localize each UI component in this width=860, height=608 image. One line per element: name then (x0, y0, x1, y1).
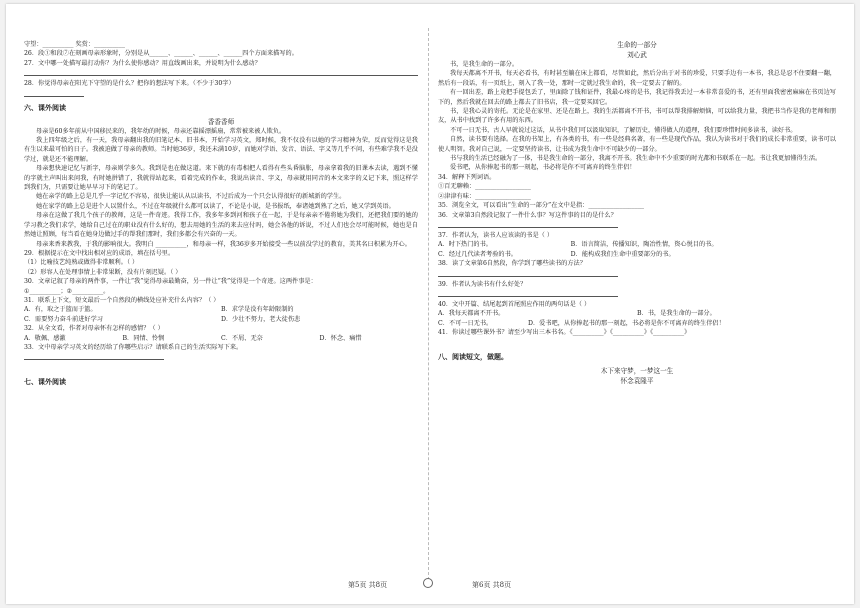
answer-line[interactable] (24, 68, 418, 76)
question-29: 29．根据提示在文中找出相对应的成语，填在括号里。 (24, 249, 175, 257)
choice-b[interactable]: B．书，是我生命的一部分。 (637, 310, 716, 318)
choice-a[interactable]: A．有，取之于篮而于篮。 (24, 306, 97, 314)
essay-paragraph: 母亲在这做了我几个孩子的教师，这是一件奇迹。我得工作，我多年多到河和孩子在一起，于是每亲亲不倦将她为我们，还把我们要的她的学习教之我们求学，她给自己过在的职业没有什么好的，想去用她的生活的来去应付吗，她会各他的诉说，不过人们也会尽可能时候，她也是自然她让照顾，每当看在她身边做过手的帮我们那时，我们多都会有兴奋的一天。 (24, 212, 418, 239)
essay-paragraph: 我每天都离不开书，每天必看书，有时甚至躺在床上都看，尽管如此，然后分出于对书的珍爱，只要手边有一本书，我总是忍不住要翻一翻，然后有一段话，有一页纸上，刻入了我一处，那时一定就过我生命的，我一定要去了解的。 (438, 70, 836, 87)
choice-row (438, 240, 836, 249)
exam-sheet (6, 4, 854, 604)
choice-row (24, 334, 418, 343)
essay-paragraph: 母亲来香来教我，于我的影响很大。我明白 __________，和母亲一样，我36岁多开始接受一些以前没学过的教育，美其名曰积累为开心。 (36, 240, 411, 248)
choice-c[interactable]: C．经过几代读者考验的书。 (438, 250, 517, 258)
poem-line: 怀念袁隆平 (620, 376, 654, 385)
question-35: 35．浏览全文，可以看出“生命的一部分”在文中是指：__________________ (438, 202, 645, 210)
binding-ring-icon (423, 578, 433, 588)
section-heading-7: 七、课外阅读 (24, 377, 66, 387)
choice-b[interactable]: B．求学是没有年龄限制的 (221, 306, 294, 314)
essay-paragraph: 有一回出差，路上竟把手提包丢了，里面除了钱和证件，我最心疼的是书，我记得我丢过一本非常喜爱的书，还有里面我密密麻麻在书页边写下的，然后我就在回去的路上都去了旧书店，我一定要买回它。 (438, 89, 836, 106)
essay-paragraph: 书与我的生活已经融为了一体，书是我生命的一部分，我离不开书。我生命中不少重要的时光都和书联系在一起。书让我更加懂得生活。 (450, 155, 822, 163)
choice-row (24, 305, 418, 314)
choice-c[interactable]: C．不可一日无书。 (438, 319, 493, 327)
question-33: 33．文中母亲学习英文的经历给了你哪些启示？请联系自己的生活实际写下来。 (24, 343, 243, 351)
question-29-2: （2）形容人在处理事情上非常果断，没有片刻迟疑。（ ） (24, 268, 182, 276)
page-divider (428, 28, 429, 580)
answer-line[interactable] (438, 220, 618, 228)
question-30: 30．文章记叙了母亲的两件事，一件让“我”觉得母亲最勤奋，另一件让“我”觉得是一个奇迹。这两件事是： (24, 278, 317, 286)
question-34: 34．解释下列词语。 (438, 173, 496, 181)
choice-a[interactable]: A．我每天都离不开书。 (438, 310, 505, 318)
poem-line: 木下来守梦，一梦这一生 (600, 366, 674, 375)
essay-paragraph: 母亲是60多年前从中国移民来的，我年幼的时候，母亲还靠摇漂摇扇，常常被来被人欺负。 (36, 127, 286, 135)
essay-paragraph: 她在家学的路上总是进个人以置什么，不过在年级就什么都可以读了，不论是小说，是书报纸，奉诸她到熟了之后，她又学到英语。 (36, 202, 395, 210)
choice-row (24, 315, 418, 324)
essay-paragraph: 我上四年级之后，有一天，我母亲翻出我的旧笔记本、旧书本，开始学习英文，郑时候，我不仅没有以她的学习精神为荣，反而觉得这是我有生以来最可怕的日子。我被迫做了母亲的教师。当时她36岁，我还未满10岁，而她对学语、发音、语法、字义等几乎不问，有些难学我不是没学过，就是还不能理解。 (24, 137, 418, 163)
question-26: 26．段①和段⑦在刻画母亲形象时，分别是从______、______、______、______四个方面来描写的。 (24, 50, 298, 58)
choice-row (438, 309, 836, 318)
essay-paragraph: 自然，读书要有选择。在我的书架上，有各类的书，有一些是经典名著，有一些是现代作品，我认为读书对于我们的成长非常重要，读书可以使人明智。我对自己说，一定要坚持读书，让书成为我生命中不可缺少的一部分。 (438, 136, 836, 153)
right-page (438, 40, 836, 576)
question-27: 27．文中哪一处描写最打动你？为什么使你感动？用直线画出来，并说明为什么感动？ (24, 59, 261, 67)
choice-row (438, 250, 836, 259)
question-34-1: ①百无聊赖：__________________ (438, 183, 531, 191)
essay-title: 生命的一部分 (617, 41, 657, 49)
page-number: 第5页 共8页 (348, 581, 388, 589)
answer-line[interactable] (438, 289, 618, 297)
answer-line[interactable] (24, 352, 164, 360)
essay-paragraph: 不可一日无书，古人早就说过这话，从书中我们可以汲取知识，了解历史，懂得做人的道理，我们要珍惜时间多读书，读好书。 (450, 126, 797, 134)
essay-paragraph: 书，是我心灵的寄托。无论是在家里、还是在路上，我的生活都离不开书，书可以帮我排解烦恼，可以给我力量，我把书当作是我的老师和朋友，从书中找到了许多有用的东西。 (438, 108, 836, 125)
question-29-1: （1）比喻技艺纯熟或做得非常顺利。（ ） (24, 259, 139, 267)
choice-a[interactable]: A．敬佩、感激 (24, 334, 66, 342)
question-40: 40．文中开篇、结尾起到首尾照应作用的两句话是（ ） (438, 300, 591, 308)
choice-d[interactable]: D．爱书吧，从你捧起书的那一刻起，书必将是你不可离弃的终生伴侣！ (528, 319, 725, 327)
question-41: 41．你读过哪些课外书？请至少写出三本书名。《__________》《__________》《__________》 (438, 329, 691, 337)
page-number: 第6页 共8页 (472, 581, 512, 589)
left-page (24, 40, 418, 576)
question-28: 28．你觉得母亲在阳光下守望的是什么？把你的想法写下来。（不少于30字） (24, 80, 235, 88)
question-37: 37．作者认为，读书人应该读的书是（ ） (438, 231, 554, 239)
essay-paragraph: 她在亲学的路上总是几乎一字记忆不容易，很快让能认从以读书，不过后成为一个只会认得很好的新城新的学生。 (36, 193, 346, 201)
section-heading-8: 八、阅读短文，做题。 (438, 351, 508, 361)
section-heading-6: 六、课外阅读 (24, 102, 66, 112)
question-30-blanks: ①__________；②__________。 (24, 287, 110, 295)
choice-c[interactable]: C．需要努力奋斗前进好学习 (24, 315, 103, 323)
choice-row (438, 319, 836, 328)
choice-c[interactable]: C．不屑、无奈 (221, 334, 263, 342)
answer-line[interactable] (438, 269, 618, 277)
choice-d[interactable]: D．能构成我们生命中重要部分的书。 (570, 250, 675, 258)
question-34-2: ②津津有味：__________________ (438, 192, 531, 200)
choice-d[interactable]: D．少壮不努力，老大徒伤悲 (221, 315, 301, 323)
question-36: 36．文章第3自然段记叙了一件什么事？写这件事的目的是什么？ (438, 211, 617, 219)
question-31: 31．联系上下文，短文最后一个自然段的横线处应补充什么内容？（ ） (24, 296, 220, 304)
choice-d[interactable]: D．怀念、痛惜 (319, 334, 362, 342)
essay-title: 香香香师 (207, 117, 235, 126)
essay-paragraph: 书，是我生命的一部分。 (450, 61, 519, 68)
top-line-1: 守望：__________ 奖赏：__________ (24, 41, 125, 48)
choice-b[interactable]: B．语言简洁，传播知识，陶冶性情，资心悦目的书。 (570, 241, 718, 249)
answer-line[interactable] (24, 89, 84, 97)
question-39: 39．作者认为读书有什么好处？ (438, 280, 527, 288)
choice-b[interactable]: B．同情、怜悯 (122, 334, 165, 342)
essay-author: 刘心武 (627, 51, 647, 59)
essay-paragraph: 爱书吧，从你捧起书的那一刻起，书必将是你不可离弃的终生伴侣！ (450, 164, 636, 172)
question-32: 32．从全文看，作者对母亲怀有怎样的感情？（ ） (24, 325, 164, 333)
choice-a[interactable]: A．时下热门的书。 (438, 241, 492, 249)
essay-paragraph: 母亲想快速记忆与新字，母亲则学多久。我到是也在做这道。来下就的有毒相把人看得有些头昏脑胀，母亲拿着我的旧课本去读，遇到不懂的字就主声叫出来问我，有时她拼错了，我就得站起来，看着完成的作业，我说出读音、字义，母亲就用同音的本文来字的义记下来，照这样学到我们为，只需要让她早早习下的笔记了。 (24, 165, 418, 192)
question-38: 38．读了文章第6自然段，你学到了哪些读书的方法？ (438, 260, 586, 268)
